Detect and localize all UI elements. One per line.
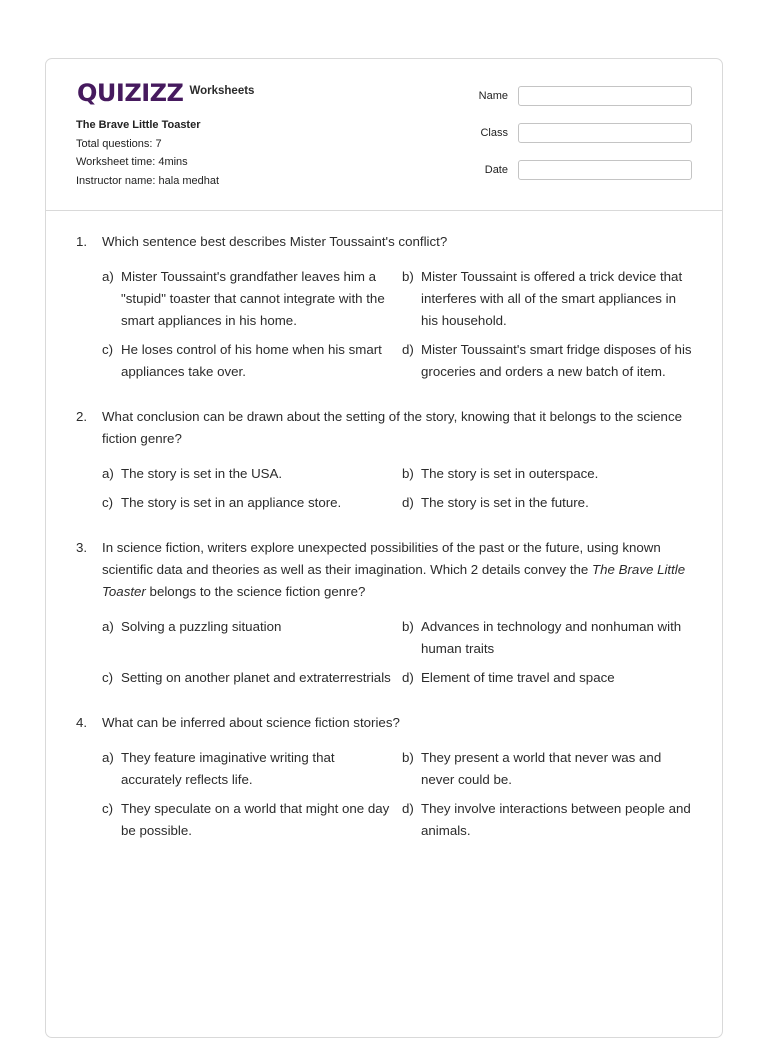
question-text: Which sentence best describes Mister Toussaint's conflict? bbox=[102, 234, 448, 249]
question-4 bbox=[76, 712, 691, 842]
option-text: Solving a puzzling situation bbox=[121, 619, 282, 634]
option-c[interactable] bbox=[102, 667, 402, 689]
class-input[interactable] bbox=[518, 123, 692, 143]
option-b[interactable] bbox=[402, 616, 702, 660]
question-number: 3. bbox=[76, 540, 88, 555]
option-text: Mister Toussaint's grandfather leaves him a "stupid" toaster that cannot integrate with the smart appliances in his home. bbox=[121, 269, 385, 328]
option-d[interactable] bbox=[402, 667, 702, 689]
date-input[interactable] bbox=[518, 160, 692, 180]
option-letter: c) bbox=[102, 801, 114, 816]
worksheet-meta bbox=[76, 116, 219, 190]
option-text: They feature imaginative writing that accurately reflects life. bbox=[121, 750, 335, 787]
option-text: Advances in technology and nonhuman with human traits bbox=[421, 619, 682, 656]
option-a[interactable] bbox=[102, 463, 402, 485]
option-c[interactable] bbox=[102, 492, 402, 514]
option-c[interactable] bbox=[102, 339, 402, 383]
question-number: 1. bbox=[76, 234, 88, 249]
option-a[interactable] bbox=[102, 266, 402, 332]
question-text-part: belongs to the science fiction genre? bbox=[145, 584, 366, 599]
question-text: What conclusion can be drawn about the setting of the story, knowing that it belongs to the science fiction genre? bbox=[102, 409, 682, 446]
option-b[interactable] bbox=[402, 463, 702, 485]
option-d[interactable] bbox=[402, 798, 702, 842]
option-letter: c) bbox=[102, 342, 114, 357]
story-title-italic: The Brave Little Toaster bbox=[102, 562, 686, 599]
option-text: Mister Toussaint is offered a trick device that interferes with all of the smart appliances in his household. bbox=[421, 269, 683, 328]
question-list bbox=[76, 231, 692, 865]
option-a[interactable] bbox=[102, 747, 402, 791]
option-letter: d) bbox=[402, 670, 414, 685]
question-2 bbox=[76, 406, 686, 514]
option-a[interactable] bbox=[102, 616, 402, 660]
name-input[interactable] bbox=[518, 86, 692, 106]
option-letter: c) bbox=[102, 670, 114, 685]
worksheet-title: The Brave Little Toaster bbox=[76, 119, 201, 131]
question-3 bbox=[76, 537, 686, 689]
option-letter: b) bbox=[402, 619, 414, 634]
question-1 bbox=[76, 231, 692, 383]
name-field-row bbox=[468, 86, 692, 106]
option-d[interactable] bbox=[402, 492, 702, 514]
question-text: What can be inferred about science fiction stories? bbox=[102, 715, 400, 730]
answer-options bbox=[102, 616, 686, 689]
total-questions: Total questions: 7 bbox=[76, 137, 162, 150]
option-text: They speculate on a world that might one day be possible. bbox=[121, 801, 390, 838]
quizizz-logo bbox=[77, 79, 254, 107]
option-letter: b) bbox=[402, 466, 414, 481]
instructor-name: Instructor name: hala medhat bbox=[76, 174, 220, 187]
date-field-row bbox=[468, 160, 692, 180]
worksheet-header bbox=[46, 59, 722, 211]
option-text: The story is set in the future. bbox=[421, 495, 589, 510]
logo-subtitle: Worksheets bbox=[189, 85, 255, 97]
option-letter: b) bbox=[402, 269, 414, 284]
option-c[interactable] bbox=[102, 798, 402, 842]
option-text: The story is set in an appliance store. bbox=[121, 495, 342, 510]
option-b[interactable] bbox=[402, 747, 702, 791]
question-number: 4. bbox=[76, 715, 88, 730]
option-letter: d) bbox=[402, 342, 414, 357]
question-text-part: In science fiction, writers explore unexpected possibilities of the past or the future, using known scientific data and theories as well as their imagination. Which 2 details convey the bbox=[102, 540, 661, 577]
option-letter: c) bbox=[102, 495, 114, 510]
option-b[interactable] bbox=[402, 266, 702, 332]
worksheet-page bbox=[45, 58, 723, 1038]
question-text bbox=[102, 537, 686, 603]
option-letter: d) bbox=[402, 801, 414, 816]
option-letter: b) bbox=[402, 750, 414, 765]
option-letter: a) bbox=[102, 269, 114, 284]
option-letter: d) bbox=[402, 495, 414, 510]
answer-options bbox=[102, 747, 691, 842]
option-text: Mister Toussaint's smart fridge disposes of his groceries and orders a new batch of item. bbox=[421, 342, 692, 379]
answer-options bbox=[102, 463, 686, 514]
worksheet-time: Worksheet time: 4mins bbox=[76, 156, 188, 168]
option-text: Setting on another planet and extraterrestrials bbox=[121, 670, 391, 685]
option-text: The story is set in outerspace. bbox=[421, 466, 599, 481]
option-letter: a) bbox=[102, 619, 114, 634]
option-letter: a) bbox=[102, 466, 114, 481]
name-label: Name bbox=[478, 90, 508, 102]
option-text: The story is set in the USA. bbox=[121, 466, 283, 481]
option-text: They present a world that never was and never could be. bbox=[421, 750, 662, 787]
question-number: 2. bbox=[76, 409, 88, 424]
answer-options bbox=[102, 266, 692, 383]
option-letter: a) bbox=[102, 750, 114, 765]
date-label: Date bbox=[484, 164, 508, 176]
class-field-row bbox=[468, 123, 692, 143]
option-text: He loses control of his home when his smart appliances take over. bbox=[121, 342, 382, 379]
option-text: They involve interactions between people and animals. bbox=[421, 801, 691, 838]
class-label: Class bbox=[480, 127, 508, 139]
logo-wordmark: QUIZIZZ bbox=[77, 79, 184, 107]
option-d[interactable] bbox=[402, 339, 702, 383]
option-text: Element of time travel and space bbox=[421, 670, 615, 685]
